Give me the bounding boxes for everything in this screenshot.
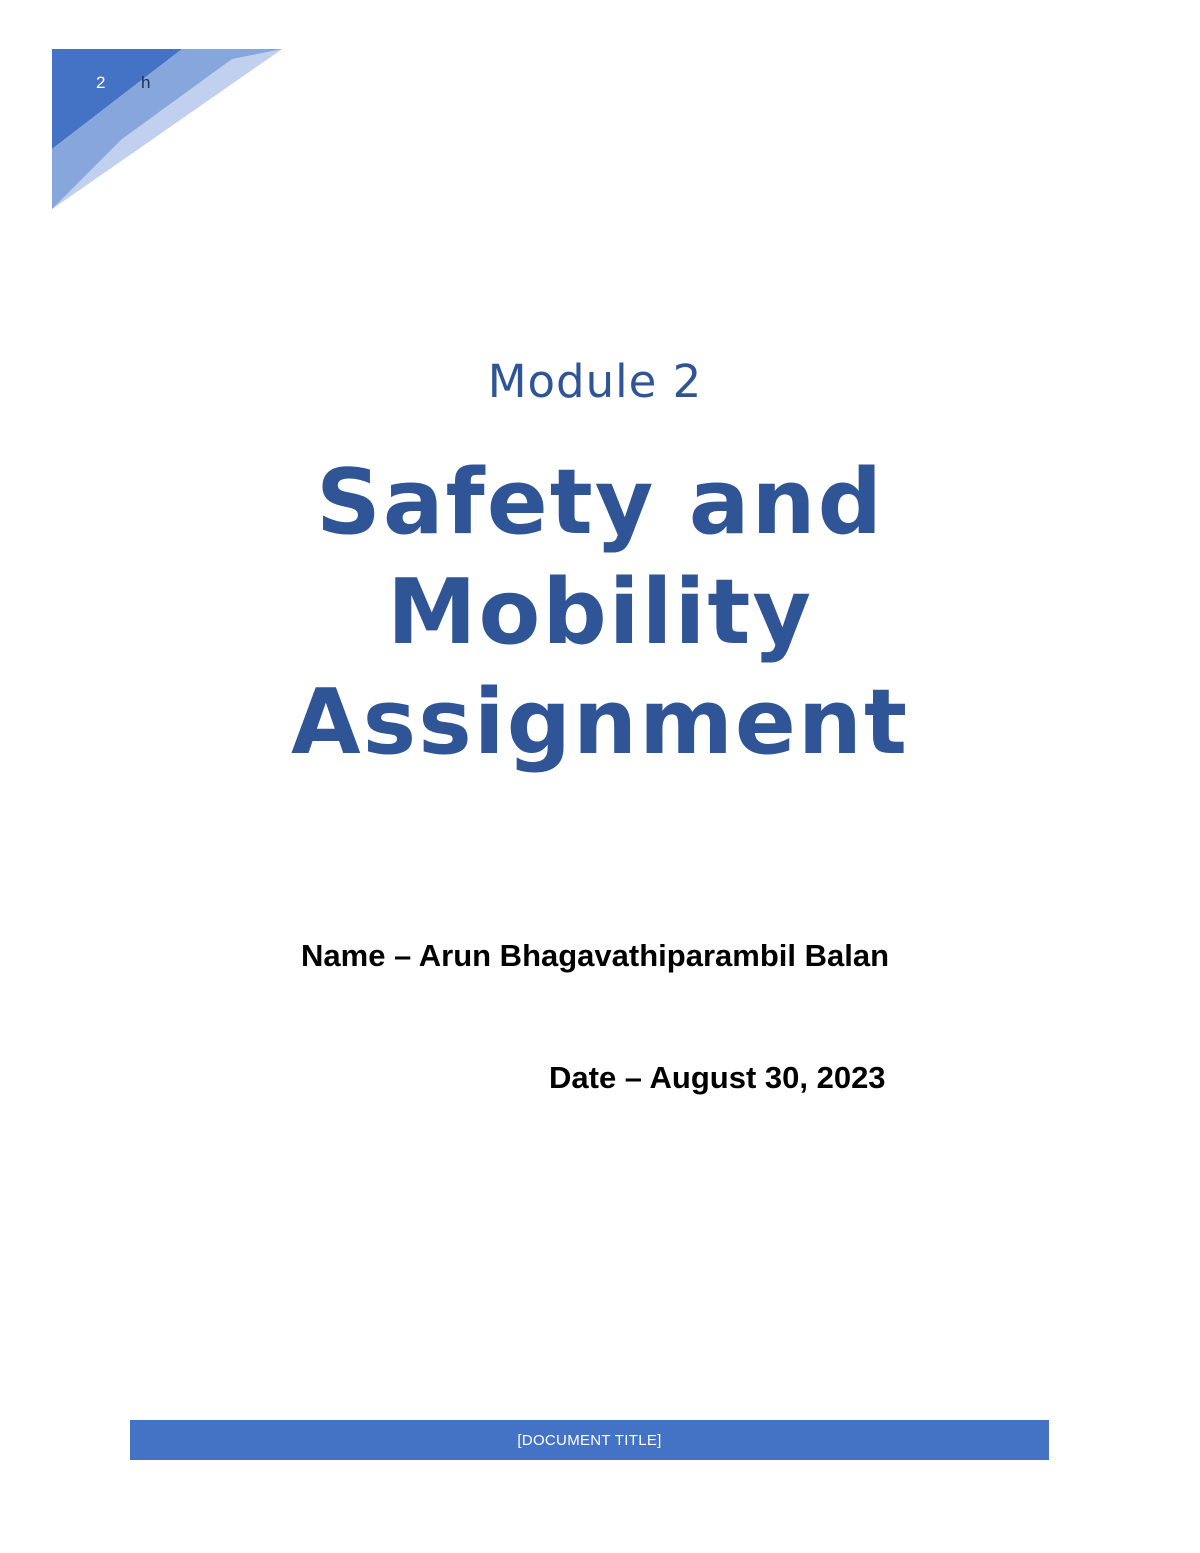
page-number: 2 xyxy=(96,73,106,92)
footer-bar xyxy=(130,1420,1049,1460)
document-title xyxy=(0,448,1200,778)
title-line: Safety and xyxy=(316,450,884,555)
title-line: Mobility xyxy=(386,560,814,665)
submission-date: Date – August 30, 2023 xyxy=(549,1060,886,1095)
header-corner-graphic xyxy=(52,49,282,209)
module-title: Module 2 xyxy=(487,355,703,408)
footer-document-title: [DOCUMENT TITLE] xyxy=(517,1431,662,1449)
header-letter: h xyxy=(141,73,151,92)
title-line: Assignment xyxy=(290,670,910,775)
author-name: Name – Arun Bhagavathiparambil Balan xyxy=(301,938,890,973)
